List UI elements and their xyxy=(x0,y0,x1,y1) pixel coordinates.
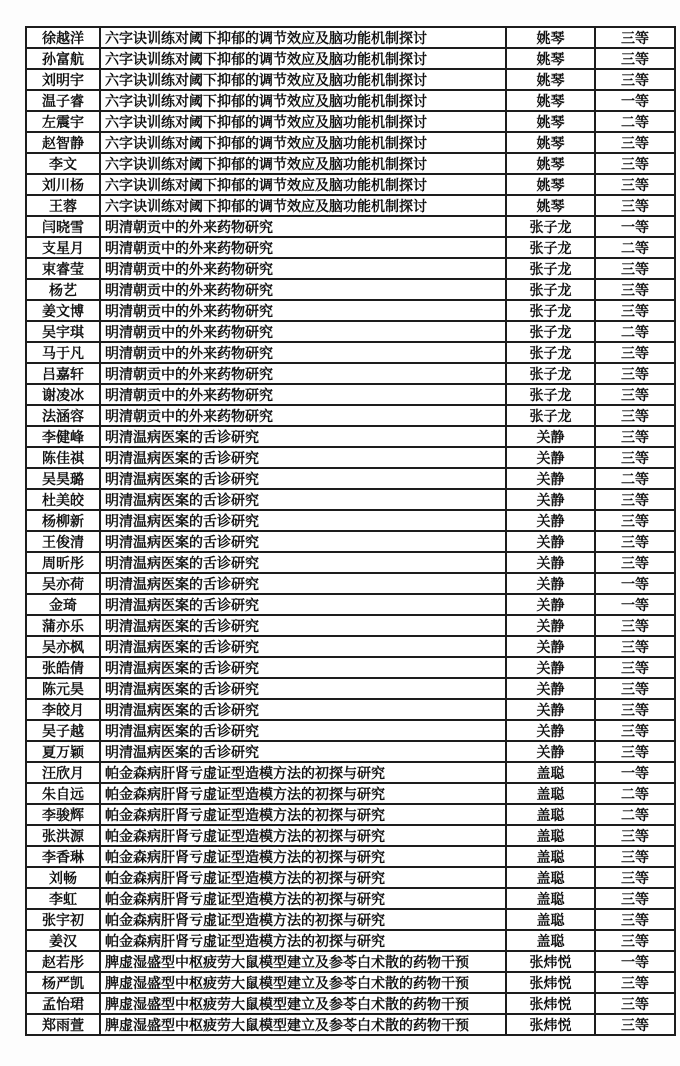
award-level: 三等 xyxy=(595,48,675,69)
student-name: 李香琳 xyxy=(26,846,100,867)
project-title: 明清温病医案的舌诊研究 xyxy=(100,636,506,657)
table-row xyxy=(26,216,675,237)
project-title: 帕金森病肝肾亏虚证型造模方法的初探与研究 xyxy=(100,762,506,783)
award-level: 三等 xyxy=(595,531,675,552)
project-title: 明清温病医案的舌诊研究 xyxy=(100,594,506,615)
award-level: 三等 xyxy=(595,489,675,510)
project-title: 明清朝贡中的外来药物研究 xyxy=(100,279,506,300)
table-row xyxy=(26,195,675,216)
project-title: 脾虚湿盛型中枢疲劳大鼠模型建立及参苓白术散的药物干预 xyxy=(100,951,506,972)
award-level: 一等 xyxy=(595,762,675,783)
table-row xyxy=(26,510,675,531)
table-row xyxy=(26,489,675,510)
advisor-name: 张子龙 xyxy=(506,363,595,384)
award-level: 二等 xyxy=(595,111,675,132)
award-level: 三等 xyxy=(595,300,675,321)
table-row xyxy=(26,300,675,321)
project-title: 明清温病医案的舌诊研究 xyxy=(100,447,506,468)
table-row xyxy=(26,321,675,342)
award-level: 三等 xyxy=(595,342,675,363)
advisor-name: 姚琴 xyxy=(506,27,595,48)
student-name: 吴宇琪 xyxy=(26,321,100,342)
project-title: 明清温病医案的舌诊研究 xyxy=(100,699,506,720)
advisor-name: 张子龙 xyxy=(506,405,595,426)
project-title: 六字诀训练对阈下抑郁的调节效应及脑功能机制探讨 xyxy=(100,174,506,195)
project-title: 明清朝贡中的外来药物研究 xyxy=(100,342,506,363)
award-level: 三等 xyxy=(595,279,675,300)
advisor-name: 张子龙 xyxy=(506,342,595,363)
advisor-name: 姚琴 xyxy=(506,48,595,69)
advisor-name: 张子龙 xyxy=(506,384,595,405)
project-title: 明清温病医案的舌诊研究 xyxy=(100,468,506,489)
award-level: 一等 xyxy=(595,90,675,111)
advisor-name: 关静 xyxy=(506,741,595,762)
project-title: 六字诀训练对阈下抑郁的调节效应及脑功能机制探讨 xyxy=(100,111,506,132)
table-row xyxy=(26,741,675,762)
student-name: 李皎月 xyxy=(26,699,100,720)
table-row xyxy=(26,174,675,195)
student-name: 赵智静 xyxy=(26,132,100,153)
student-name: 吴亦荷 xyxy=(26,573,100,594)
student-name: 张洪源 xyxy=(26,825,100,846)
advisor-name: 盖聪 xyxy=(506,867,595,888)
award-level: 一等 xyxy=(595,951,675,972)
project-title: 明清温病医案的舌诊研究 xyxy=(100,573,506,594)
advisor-name: 张炜悦 xyxy=(506,972,595,993)
student-name: 朱自远 xyxy=(26,783,100,804)
advisor-name: 关静 xyxy=(506,720,595,741)
student-name: 郑雨萱 xyxy=(26,1014,100,1035)
table-row xyxy=(26,552,675,573)
project-title: 六字诀训练对阈下抑郁的调节效应及脑功能机制探讨 xyxy=(100,27,506,48)
table-row xyxy=(26,384,675,405)
table-row xyxy=(26,678,675,699)
advisor-name: 关静 xyxy=(506,678,595,699)
student-name: 汪欣月 xyxy=(26,762,100,783)
table-row xyxy=(26,846,675,867)
award-level: 三等 xyxy=(595,69,675,90)
table-row xyxy=(26,636,675,657)
award-level: 三等 xyxy=(595,741,675,762)
award-level: 三等 xyxy=(595,909,675,930)
table-row xyxy=(26,657,675,678)
advisor-name: 关静 xyxy=(506,426,595,447)
student-name: 张宇初 xyxy=(26,909,100,930)
project-title: 明清温病医案的舌诊研究 xyxy=(100,678,506,699)
table-row xyxy=(26,699,675,720)
award-level: 三等 xyxy=(595,846,675,867)
award-level: 三等 xyxy=(595,27,675,48)
advisor-name: 盖聪 xyxy=(506,888,595,909)
advisor-name: 姚琴 xyxy=(506,153,595,174)
table-row xyxy=(26,363,675,384)
award-level: 三等 xyxy=(595,615,675,636)
project-title: 明清朝贡中的外来药物研究 xyxy=(100,405,506,426)
project-title: 明清温病医案的舌诊研究 xyxy=(100,720,506,741)
table-row xyxy=(26,342,675,363)
advisor-name: 关静 xyxy=(506,489,595,510)
project-title: 明清朝贡中的外来药物研究 xyxy=(100,384,506,405)
student-name: 张皓倩 xyxy=(26,657,100,678)
advisor-name: 张子龙 xyxy=(506,216,595,237)
project-title: 明清朝贡中的外来药物研究 xyxy=(100,237,506,258)
table-row xyxy=(26,237,675,258)
student-name: 刘川杨 xyxy=(26,174,100,195)
project-title: 明清朝贡中的外来药物研究 xyxy=(100,258,506,279)
student-name: 吕嘉轩 xyxy=(26,363,100,384)
student-name: 金琦 xyxy=(26,594,100,615)
table-row xyxy=(26,867,675,888)
advisor-name: 姚琴 xyxy=(506,69,595,90)
student-name: 刘畅 xyxy=(26,867,100,888)
award-level: 一等 xyxy=(595,216,675,237)
table-row xyxy=(26,531,675,552)
table-row xyxy=(26,426,675,447)
award-level: 三等 xyxy=(595,1014,675,1035)
project-title: 帕金森病肝肾亏虚证型造模方法的初探与研究 xyxy=(100,804,506,825)
award-level: 三等 xyxy=(595,888,675,909)
award-level: 三等 xyxy=(595,447,675,468)
project-title: 明清朝贡中的外来药物研究 xyxy=(100,216,506,237)
award-level: 三等 xyxy=(595,405,675,426)
table-row xyxy=(26,930,675,951)
advisor-name: 盖聪 xyxy=(506,804,595,825)
award-level: 三等 xyxy=(595,426,675,447)
award-level: 三等 xyxy=(595,825,675,846)
student-name: 杨艺 xyxy=(26,279,100,300)
student-name: 陈元昊 xyxy=(26,678,100,699)
advisor-name: 关静 xyxy=(506,636,595,657)
table-row xyxy=(26,888,675,909)
project-title: 六字诀训练对阈下抑郁的调节效应及脑功能机制探讨 xyxy=(100,90,506,111)
table-row xyxy=(26,615,675,636)
student-name: 姜文博 xyxy=(26,300,100,321)
awards-table xyxy=(25,26,676,1036)
award-level: 三等 xyxy=(595,930,675,951)
student-name: 王俊清 xyxy=(26,531,100,552)
advisor-name: 盖聪 xyxy=(506,846,595,867)
table-row xyxy=(26,405,675,426)
award-level: 三等 xyxy=(595,678,675,699)
project-title: 明清温病医案的舌诊研究 xyxy=(100,426,506,447)
project-title: 脾虚湿盛型中枢疲劳大鼠模型建立及参苓白术散的药物干预 xyxy=(100,993,506,1014)
project-title: 帕金森病肝肾亏虚证型造模方法的初探与研究 xyxy=(100,783,506,804)
advisor-name: 盖聪 xyxy=(506,783,595,804)
award-level: 二等 xyxy=(595,804,675,825)
project-title: 明清温病医案的舌诊研究 xyxy=(100,741,506,762)
project-title: 明清温病医案的舌诊研究 xyxy=(100,489,506,510)
advisor-name: 张炜悦 xyxy=(506,951,595,972)
advisor-name: 张炜悦 xyxy=(506,1014,595,1035)
table-row xyxy=(26,720,675,741)
advisor-name: 关静 xyxy=(506,615,595,636)
award-level: 三等 xyxy=(595,552,675,573)
advisor-name: 盖聪 xyxy=(506,909,595,930)
student-name: 周昕彤 xyxy=(26,552,100,573)
advisor-name: 张子龙 xyxy=(506,237,595,258)
award-level: 一等 xyxy=(595,573,675,594)
table-row xyxy=(26,468,675,489)
advisor-name: 姚琴 xyxy=(506,111,595,132)
advisor-name: 姚琴 xyxy=(506,90,595,111)
project-title: 帕金森病肝肾亏虚证型造模方法的初探与研究 xyxy=(100,909,506,930)
student-name: 支星月 xyxy=(26,237,100,258)
student-name: 李健峰 xyxy=(26,426,100,447)
student-name: 夏万颖 xyxy=(26,741,100,762)
award-level: 三等 xyxy=(595,258,675,279)
student-name: 杜美皎 xyxy=(26,489,100,510)
award-level: 三等 xyxy=(595,636,675,657)
student-name: 李虹 xyxy=(26,888,100,909)
project-title: 明清温病医案的舌诊研究 xyxy=(100,510,506,531)
project-title: 六字诀训练对阈下抑郁的调节效应及脑功能机制探讨 xyxy=(100,69,506,90)
student-name: 谢凌冰 xyxy=(26,384,100,405)
award-level: 二等 xyxy=(595,237,675,258)
award-level: 三等 xyxy=(595,363,675,384)
table-row xyxy=(26,447,675,468)
table-row xyxy=(26,783,675,804)
project-title: 帕金森病肝肾亏虚证型造模方法的初探与研究 xyxy=(100,888,506,909)
project-title: 明清朝贡中的外来药物研究 xyxy=(100,363,506,384)
project-title: 明清温病医案的舌诊研究 xyxy=(100,531,506,552)
project-title: 六字诀训练对阈下抑郁的调节效应及脑功能机制探讨 xyxy=(100,195,506,216)
project-title: 脾虚湿盛型中枢疲劳大鼠模型建立及参苓白术散的药物干预 xyxy=(100,972,506,993)
award-level: 三等 xyxy=(595,153,675,174)
table-row xyxy=(26,27,675,48)
table-row xyxy=(26,1014,675,1035)
student-name: 徐越洋 xyxy=(26,27,100,48)
student-name: 刘明宇 xyxy=(26,69,100,90)
project-title: 帕金森病肝肾亏虚证型造模方法的初探与研究 xyxy=(100,846,506,867)
project-title: 明清温病医案的舌诊研究 xyxy=(100,552,506,573)
project-title: 明清朝贡中的外来药物研究 xyxy=(100,300,506,321)
project-title: 帕金森病肝肾亏虚证型造模方法的初探与研究 xyxy=(100,825,506,846)
advisor-name: 关静 xyxy=(506,468,595,489)
table-body xyxy=(26,27,675,1035)
advisor-name: 张子龙 xyxy=(506,258,595,279)
awards-table-container xyxy=(25,26,676,1036)
table-row xyxy=(26,69,675,90)
project-title: 帕金森病肝肾亏虚证型造模方法的初探与研究 xyxy=(100,930,506,951)
student-name: 闫晓雪 xyxy=(26,216,100,237)
advisor-name: 关静 xyxy=(506,699,595,720)
table-row xyxy=(26,48,675,69)
award-level: 三等 xyxy=(595,993,675,1014)
project-title: 明清温病医案的舌诊研究 xyxy=(100,615,506,636)
student-name: 吴子越 xyxy=(26,720,100,741)
student-name: 法涵容 xyxy=(26,405,100,426)
table-row xyxy=(26,804,675,825)
student-name: 吴亦枫 xyxy=(26,636,100,657)
advisor-name: 姚琴 xyxy=(506,174,595,195)
table-row xyxy=(26,573,675,594)
advisor-name: 关静 xyxy=(506,594,595,615)
student-name: 杨严凯 xyxy=(26,972,100,993)
table-row xyxy=(26,951,675,972)
award-level: 三等 xyxy=(595,657,675,678)
table-row xyxy=(26,972,675,993)
table-row xyxy=(26,258,675,279)
table-row xyxy=(26,825,675,846)
student-name: 蒲亦乐 xyxy=(26,615,100,636)
advisor-name: 关静 xyxy=(506,573,595,594)
table-row xyxy=(26,90,675,111)
award-level: 三等 xyxy=(595,195,675,216)
table-row xyxy=(26,153,675,174)
award-level: 二等 xyxy=(595,468,675,489)
award-level: 三等 xyxy=(595,972,675,993)
student-name: 温子睿 xyxy=(26,90,100,111)
table-row xyxy=(26,762,675,783)
advisor-name: 盖聪 xyxy=(506,930,595,951)
student-name: 马于凡 xyxy=(26,342,100,363)
advisor-name: 盖聪 xyxy=(506,825,595,846)
table-row xyxy=(26,594,675,615)
project-title: 六字诀训练对阈下抑郁的调节效应及脑功能机制探讨 xyxy=(100,48,506,69)
project-title: 帕金森病肝肾亏虚证型造模方法的初探与研究 xyxy=(100,867,506,888)
student-name: 孟怡珺 xyxy=(26,993,100,1014)
advisor-name: 关静 xyxy=(506,531,595,552)
award-level: 二等 xyxy=(595,321,675,342)
student-name: 左震宇 xyxy=(26,111,100,132)
advisor-name: 姚琴 xyxy=(506,132,595,153)
advisor-name: 盖聪 xyxy=(506,762,595,783)
student-name: 姜汉 xyxy=(26,930,100,951)
project-title: 六字诀训练对阈下抑郁的调节效应及脑功能机制探讨 xyxy=(100,132,506,153)
award-level: 二等 xyxy=(595,783,675,804)
award-level: 三等 xyxy=(595,510,675,531)
award-level: 三等 xyxy=(595,720,675,741)
student-name: 赵若彤 xyxy=(26,951,100,972)
student-name: 王蓉 xyxy=(26,195,100,216)
student-name: 吴昊璐 xyxy=(26,468,100,489)
student-name: 李骏辉 xyxy=(26,804,100,825)
award-level: 一等 xyxy=(595,594,675,615)
award-level: 三等 xyxy=(595,174,675,195)
advisor-name: 张子龙 xyxy=(506,321,595,342)
project-title: 明清温病医案的舌诊研究 xyxy=(100,657,506,678)
advisor-name: 关静 xyxy=(506,447,595,468)
award-level: 三等 xyxy=(595,699,675,720)
advisor-name: 关静 xyxy=(506,510,595,531)
project-title: 脾虚湿盛型中枢疲劳大鼠模型建立及参苓白术散的药物干预 xyxy=(100,1014,506,1035)
advisor-name: 张子龙 xyxy=(506,300,595,321)
award-level: 三等 xyxy=(595,132,675,153)
award-level: 三等 xyxy=(595,384,675,405)
award-level: 三等 xyxy=(595,867,675,888)
table-row xyxy=(26,279,675,300)
table-row xyxy=(26,132,675,153)
student-name: 束睿莹 xyxy=(26,258,100,279)
advisor-name: 关静 xyxy=(506,657,595,678)
advisor-name: 姚琴 xyxy=(506,195,595,216)
project-title: 明清朝贡中的外来药物研究 xyxy=(100,321,506,342)
table-row xyxy=(26,909,675,930)
advisor-name: 张炜悦 xyxy=(506,993,595,1014)
student-name: 孙富航 xyxy=(26,48,100,69)
table-row xyxy=(26,111,675,132)
student-name: 陈佳祺 xyxy=(26,447,100,468)
student-name: 李文 xyxy=(26,153,100,174)
student-name: 杨柳新 xyxy=(26,510,100,531)
advisor-name: 关静 xyxy=(506,552,595,573)
project-title: 六字诀训练对阈下抑郁的调节效应及脑功能机制探讨 xyxy=(100,153,506,174)
advisor-name: 张子龙 xyxy=(506,279,595,300)
table-row xyxy=(26,993,675,1014)
